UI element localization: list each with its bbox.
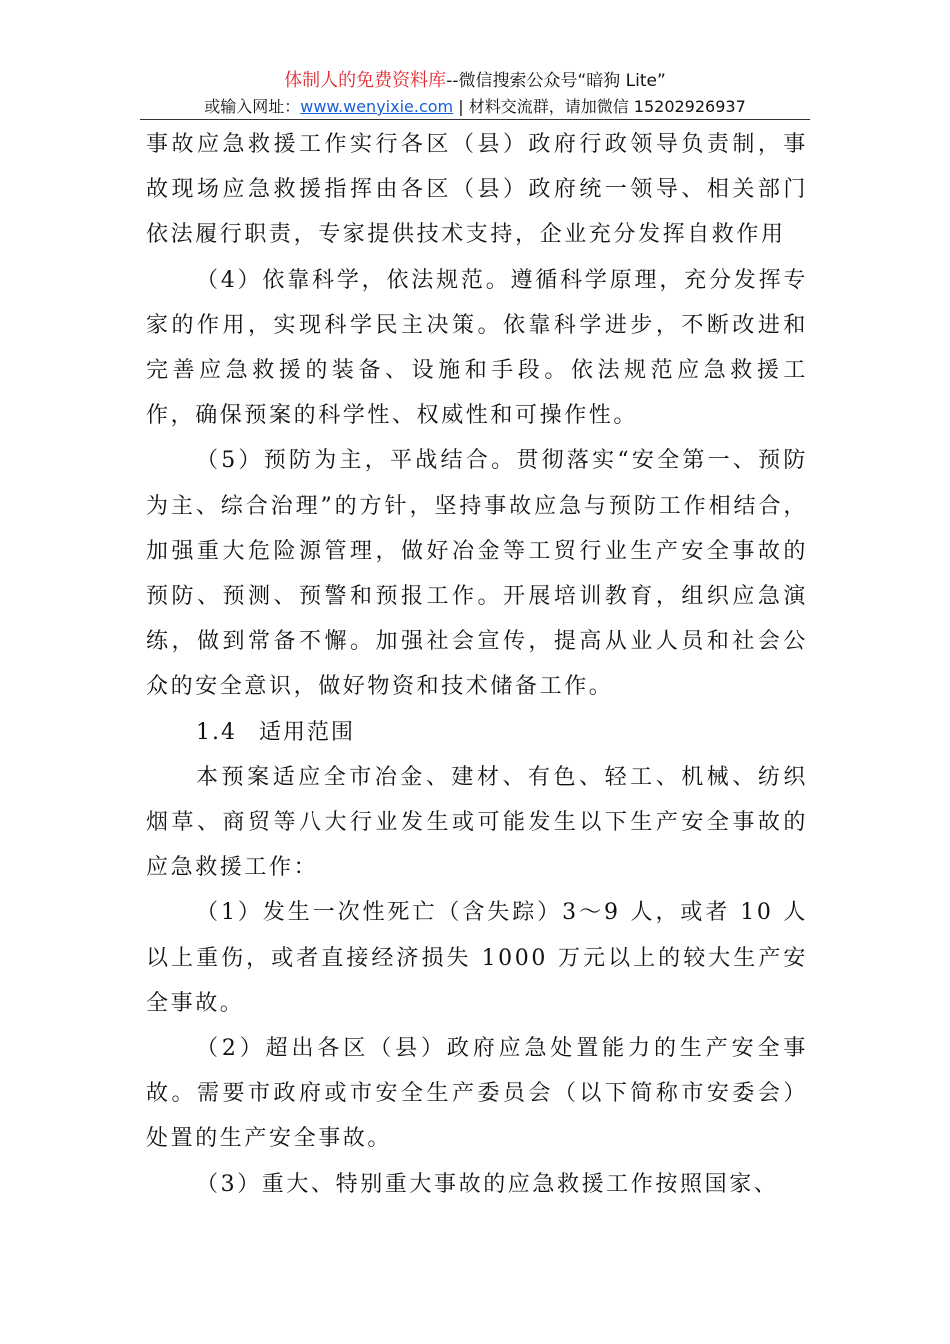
header-line-2 <box>140 94 810 120</box>
site-link[interactable]: www.wenyixie.com <box>300 97 454 116</box>
paragraph-scope-2: （2）超出各区（县）政府应急处置能力的生产安全事故。需要市政府或市安全生产委员会（以下简称市安委会）处置的生产安全事故。 <box>146 1036 808 1152</box>
document-body <box>146 122 808 1207</box>
header-separator: | <box>453 97 469 116</box>
paragraph-scope-1: （1）发生一次性死亡（含失踪）3～9 人，或者 10 人以上重伤，或者直接经济损失 1000 万元以上的较大生产安全事故。 <box>146 900 808 1016</box>
section-number: 1.4 <box>196 719 237 745</box>
header-line-1 <box>140 68 810 94</box>
section-heading <box>146 710 808 755</box>
header-tagline: --微信搜索公众号“暗狗 Lite” <box>446 71 666 91</box>
brand-title: 体制人的免费资料库 <box>284 70 447 91</box>
paragraph-principle-5: （5）预防为主，平战结合。贯彻落实“安全第一、预防为主、综合治理”的方针，坚持事故应急与预防工作相结合，加强重大危险源管理，做好冶金等工贸行业生产安全事故的预防、预测、预警和预报工作。开展培训教育，组织应急演练，做到常备不懈。加强社会宣传，提高从业人员和社会公众的安全意识，做好物资和技术储备工作。 <box>146 448 808 700</box>
header-divider <box>140 119 810 120</box>
contact-text: 材料交流群，请加微信 15202926937 <box>468 97 746 116</box>
page-header <box>140 68 810 120</box>
paragraph-scope-3: （3）重大、特别重大事故的应急救援工作按照国家、 <box>196 1171 779 1197</box>
paragraph-1: 事故应急救援工作实行各区（县）政府行政领导负责制，事故现场应急救援指挥由各区（县）政府统一领导、相关部门依法履行职责，专家提供技术支持，企业充分发挥自救作用 <box>146 132 808 248</box>
paragraph-scope: 本预案适应全市冶金、建材、有色、轻工、机械、纺织烟草、商贸等八大行业发生或可能发生以下生产安全事故的应急救援工作： <box>146 764 808 881</box>
section-title: 适用范围 <box>259 719 356 745</box>
paragraph-principle-4: （4）依靠科学，依法规范。遵循科学原理，充分发挥专家的作用，实现科学民主决策。依靠科学进步，不断改进和完善应急救援的装备、设施和手段。依法规范应急救援工作，确保预案的科学性、权威性和可操作性。 <box>146 267 808 429</box>
site-prefix: 或输入网址： <box>204 97 301 116</box>
